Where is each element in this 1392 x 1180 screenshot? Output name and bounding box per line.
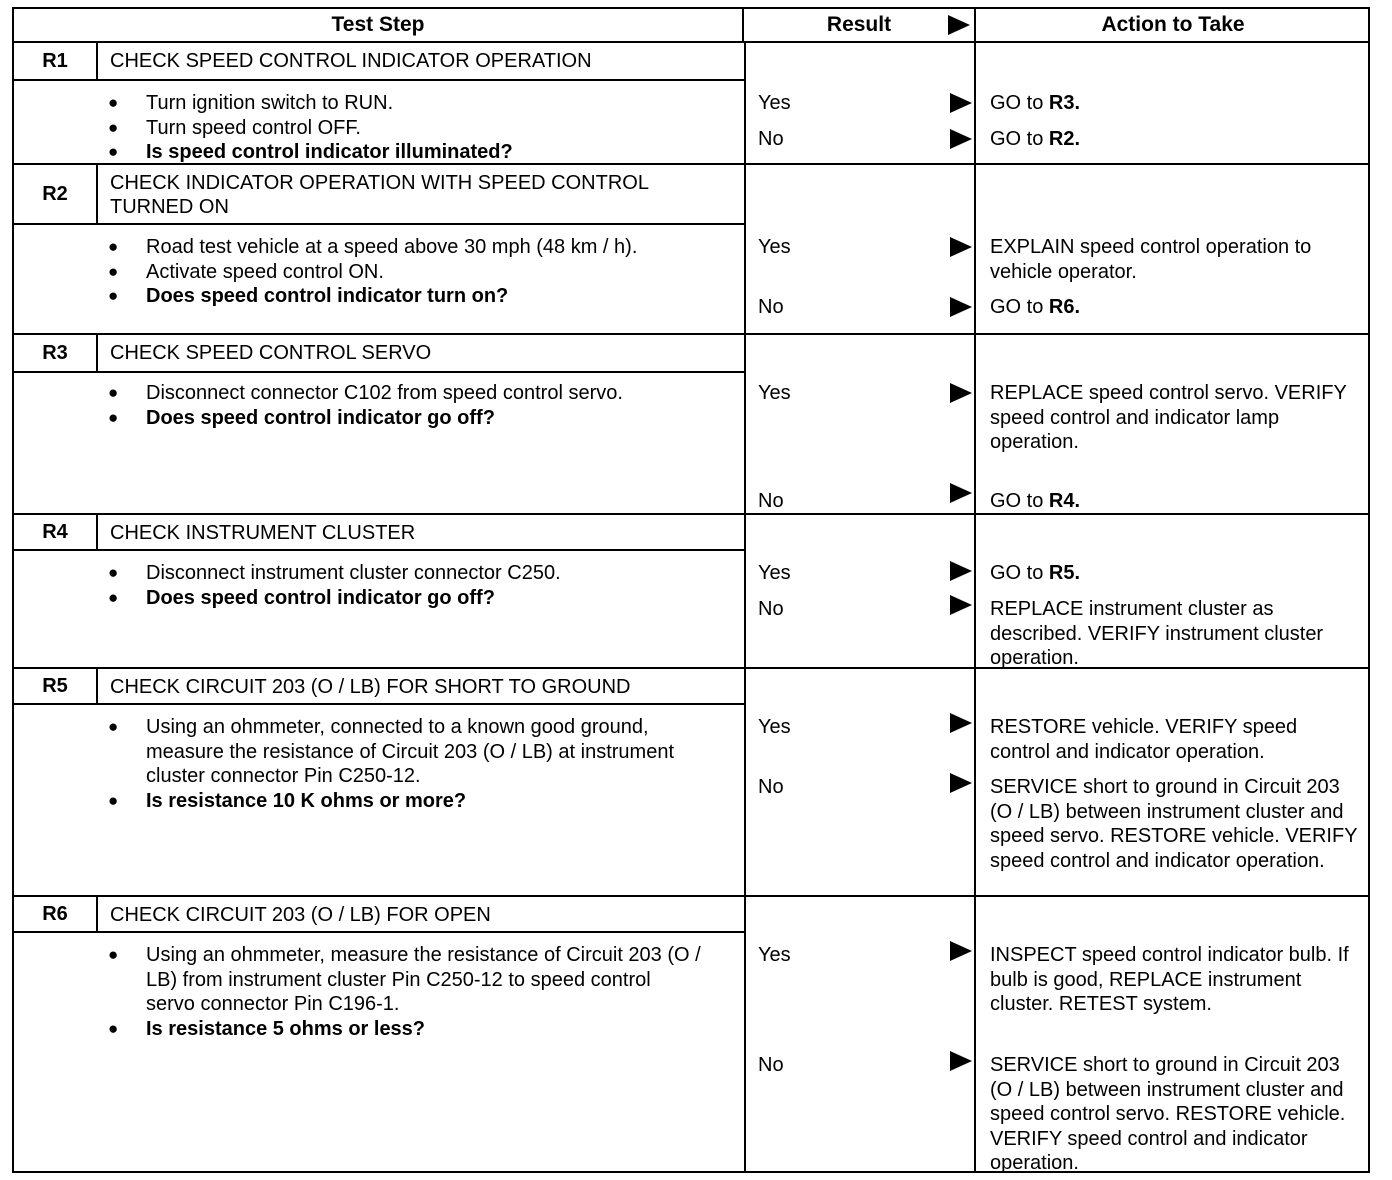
arrow-right-icon xyxy=(950,773,972,793)
step-actions xyxy=(14,381,744,430)
step-actions xyxy=(14,561,744,610)
step-title-band xyxy=(14,515,744,551)
arrow-right-icon xyxy=(950,1051,972,1071)
action-item: ● Turn ignition switch to RUN. xyxy=(14,91,744,116)
step-question: ● Is resistance 5 ohms or less? xyxy=(14,1017,744,1042)
arrow-right-icon xyxy=(948,15,970,35)
step-id: R5 xyxy=(14,669,98,703)
header-test-step: Test Step xyxy=(14,9,744,43)
arrow-right-icon xyxy=(950,561,972,581)
header-result-label: Result xyxy=(826,13,892,36)
action-item: ● Activate speed control ON. xyxy=(14,260,744,285)
result-no: No xyxy=(758,490,784,512)
step-title: CHECK CIRCUIT 203 (O / LB) FOR SHORT TO GROUND xyxy=(110,676,631,698)
step-r6 xyxy=(14,897,1370,1173)
action-no xyxy=(990,127,1362,152)
action-no-text: GO to xyxy=(990,128,1044,150)
action-item: ● Using an ohmmeter, measure the resistance of Circuit 203 (O / LB) from instrument cluster Pin C250-12 to speed control servo connector Pin C196-1. xyxy=(14,943,744,1017)
result-cell xyxy=(744,897,976,1173)
header-action: Action to Take xyxy=(976,9,1370,43)
action-yes xyxy=(990,561,1362,586)
action-item: ● Using an ohmmeter, connected to a known good ground, measure the resistance of Circuit 203 (O / LB) at instrument cluster connector Pin C250-12. xyxy=(14,715,744,789)
action-yes: REPLACE speed control servo. VERIFY speed control and indicator lamp operation. xyxy=(990,382,1347,453)
action-yes: RESTORE vehicle. VERIFY speed control and indicator operation. xyxy=(990,716,1298,763)
result-no: No xyxy=(758,296,784,318)
step-title: CHECK CIRCUIT 203 (O / LB) FOR OPEN xyxy=(110,904,491,926)
arrow-right-icon xyxy=(950,595,972,615)
step-actions xyxy=(14,235,744,309)
step-title-band xyxy=(14,43,744,81)
step-title-band xyxy=(14,335,744,373)
action-no: REPLACE instrument cluster as described. VERIFY instrument cluster operation. xyxy=(990,598,1324,669)
step-r1 xyxy=(14,43,1370,165)
step-actions xyxy=(14,91,744,165)
step-actions xyxy=(14,943,744,1041)
step-id: R1 xyxy=(14,43,98,79)
result-cell xyxy=(744,43,976,163)
action-no xyxy=(990,489,1362,514)
step-title-band xyxy=(14,669,744,705)
step-title: CHECK INDICATOR OPERATION WITH SPEED CONTROL TURNED ON xyxy=(110,172,649,218)
action-no-target: R4. xyxy=(1048,490,1081,512)
step-question: ● Does speed control indicator go off? xyxy=(14,406,744,431)
action-cell xyxy=(976,515,1370,667)
step-question: ● Is speed control indicator illuminated? xyxy=(14,140,744,165)
action-yes-text: GO to xyxy=(990,562,1044,584)
result-yes: Yes xyxy=(758,92,791,114)
result-yes: Yes xyxy=(758,944,791,966)
step-question: ● Is resistance 10 K ohms or more? xyxy=(14,789,744,814)
action-item: ● Disconnect connector C102 from speed control servo. xyxy=(14,381,744,406)
step-question: ● Does speed control indicator turn on? xyxy=(14,284,744,309)
action-cell xyxy=(976,43,1370,163)
step-title-band xyxy=(14,165,744,225)
arrow-right-icon xyxy=(950,297,972,317)
action-yes-target: R3. xyxy=(1048,92,1081,114)
action-no-text: GO to xyxy=(990,490,1044,512)
result-yes: Yes xyxy=(758,562,791,584)
arrow-right-icon xyxy=(950,483,972,503)
action-no: SERVICE short to ground in Circuit 203 (O / LB) between instrument cluster and speed servo. RESTORE vehicle. VERIFY speed control and indicator operation. xyxy=(990,776,1358,872)
action-no-target: R2. xyxy=(1048,128,1081,150)
step-id: R3 xyxy=(14,335,98,371)
action-no: SERVICE short to ground in Circuit 203 (O / LB) between instrument cluster and speed control servo. RESTORE vehicle. VERIFY speed control and indicator operation. xyxy=(990,1054,1346,1174)
result-yes: Yes xyxy=(758,236,791,258)
result-cell xyxy=(744,669,976,895)
arrow-right-icon xyxy=(950,713,972,733)
step-r3 xyxy=(14,335,1370,515)
arrow-right-icon xyxy=(950,383,972,403)
result-cell xyxy=(744,515,976,667)
step-id: R4 xyxy=(14,515,98,549)
action-cell xyxy=(976,335,1370,513)
arrow-right-icon xyxy=(950,129,972,149)
diagnostic-table xyxy=(12,7,1370,1173)
step-title: CHECK SPEED CONTROL SERVO xyxy=(110,342,432,364)
action-cell xyxy=(976,165,1370,333)
result-yes: Yes xyxy=(758,716,791,738)
action-no-text: GO to xyxy=(990,296,1044,318)
arrow-right-icon xyxy=(950,237,972,257)
step-title: CHECK SPEED CONTROL INDICATOR OPERATION xyxy=(110,50,592,72)
action-item: ● Turn speed control OFF. xyxy=(14,116,744,141)
result-no: No xyxy=(758,128,784,150)
action-yes-text: GO to xyxy=(990,92,1044,114)
step-r5 xyxy=(14,669,1370,897)
step-id: R6 xyxy=(14,897,98,931)
header-result xyxy=(744,9,976,43)
action-no-target: R6. xyxy=(1048,296,1081,318)
action-item: ● Road test vehicle at a speed above 30 mph (48 km / h). xyxy=(14,235,744,260)
step-title: CHECK INSTRUMENT CLUSTER xyxy=(110,522,416,544)
arrow-right-icon xyxy=(950,941,972,961)
action-item: ● Disconnect instrument cluster connector C250. xyxy=(14,561,744,586)
action-cell xyxy=(976,669,1370,895)
arrow-right-icon xyxy=(950,93,972,113)
result-no: No xyxy=(758,776,784,798)
step-r2 xyxy=(14,165,1370,335)
result-no: No xyxy=(758,1054,784,1076)
step-question: ● Does speed control indicator go off? xyxy=(14,586,744,611)
result-no: No xyxy=(758,598,784,620)
step-r4 xyxy=(14,515,1370,669)
action-cell xyxy=(976,897,1370,1173)
step-actions xyxy=(14,715,744,813)
result-cell xyxy=(744,165,976,333)
step-id: R2 xyxy=(14,165,98,223)
action-no xyxy=(990,295,1362,320)
action-yes: EXPLAIN speed control operation to vehicle operator. xyxy=(990,236,1312,283)
action-yes xyxy=(990,91,1362,116)
result-yes: Yes xyxy=(758,382,791,404)
action-yes-target: R5. xyxy=(1048,562,1081,584)
step-title-band xyxy=(14,897,744,933)
result-cell xyxy=(744,335,976,513)
action-yes: INSPECT speed control indicator bulb. If bulb is good, REPLACE instrument cluster. RETEST system. xyxy=(990,944,1349,1015)
